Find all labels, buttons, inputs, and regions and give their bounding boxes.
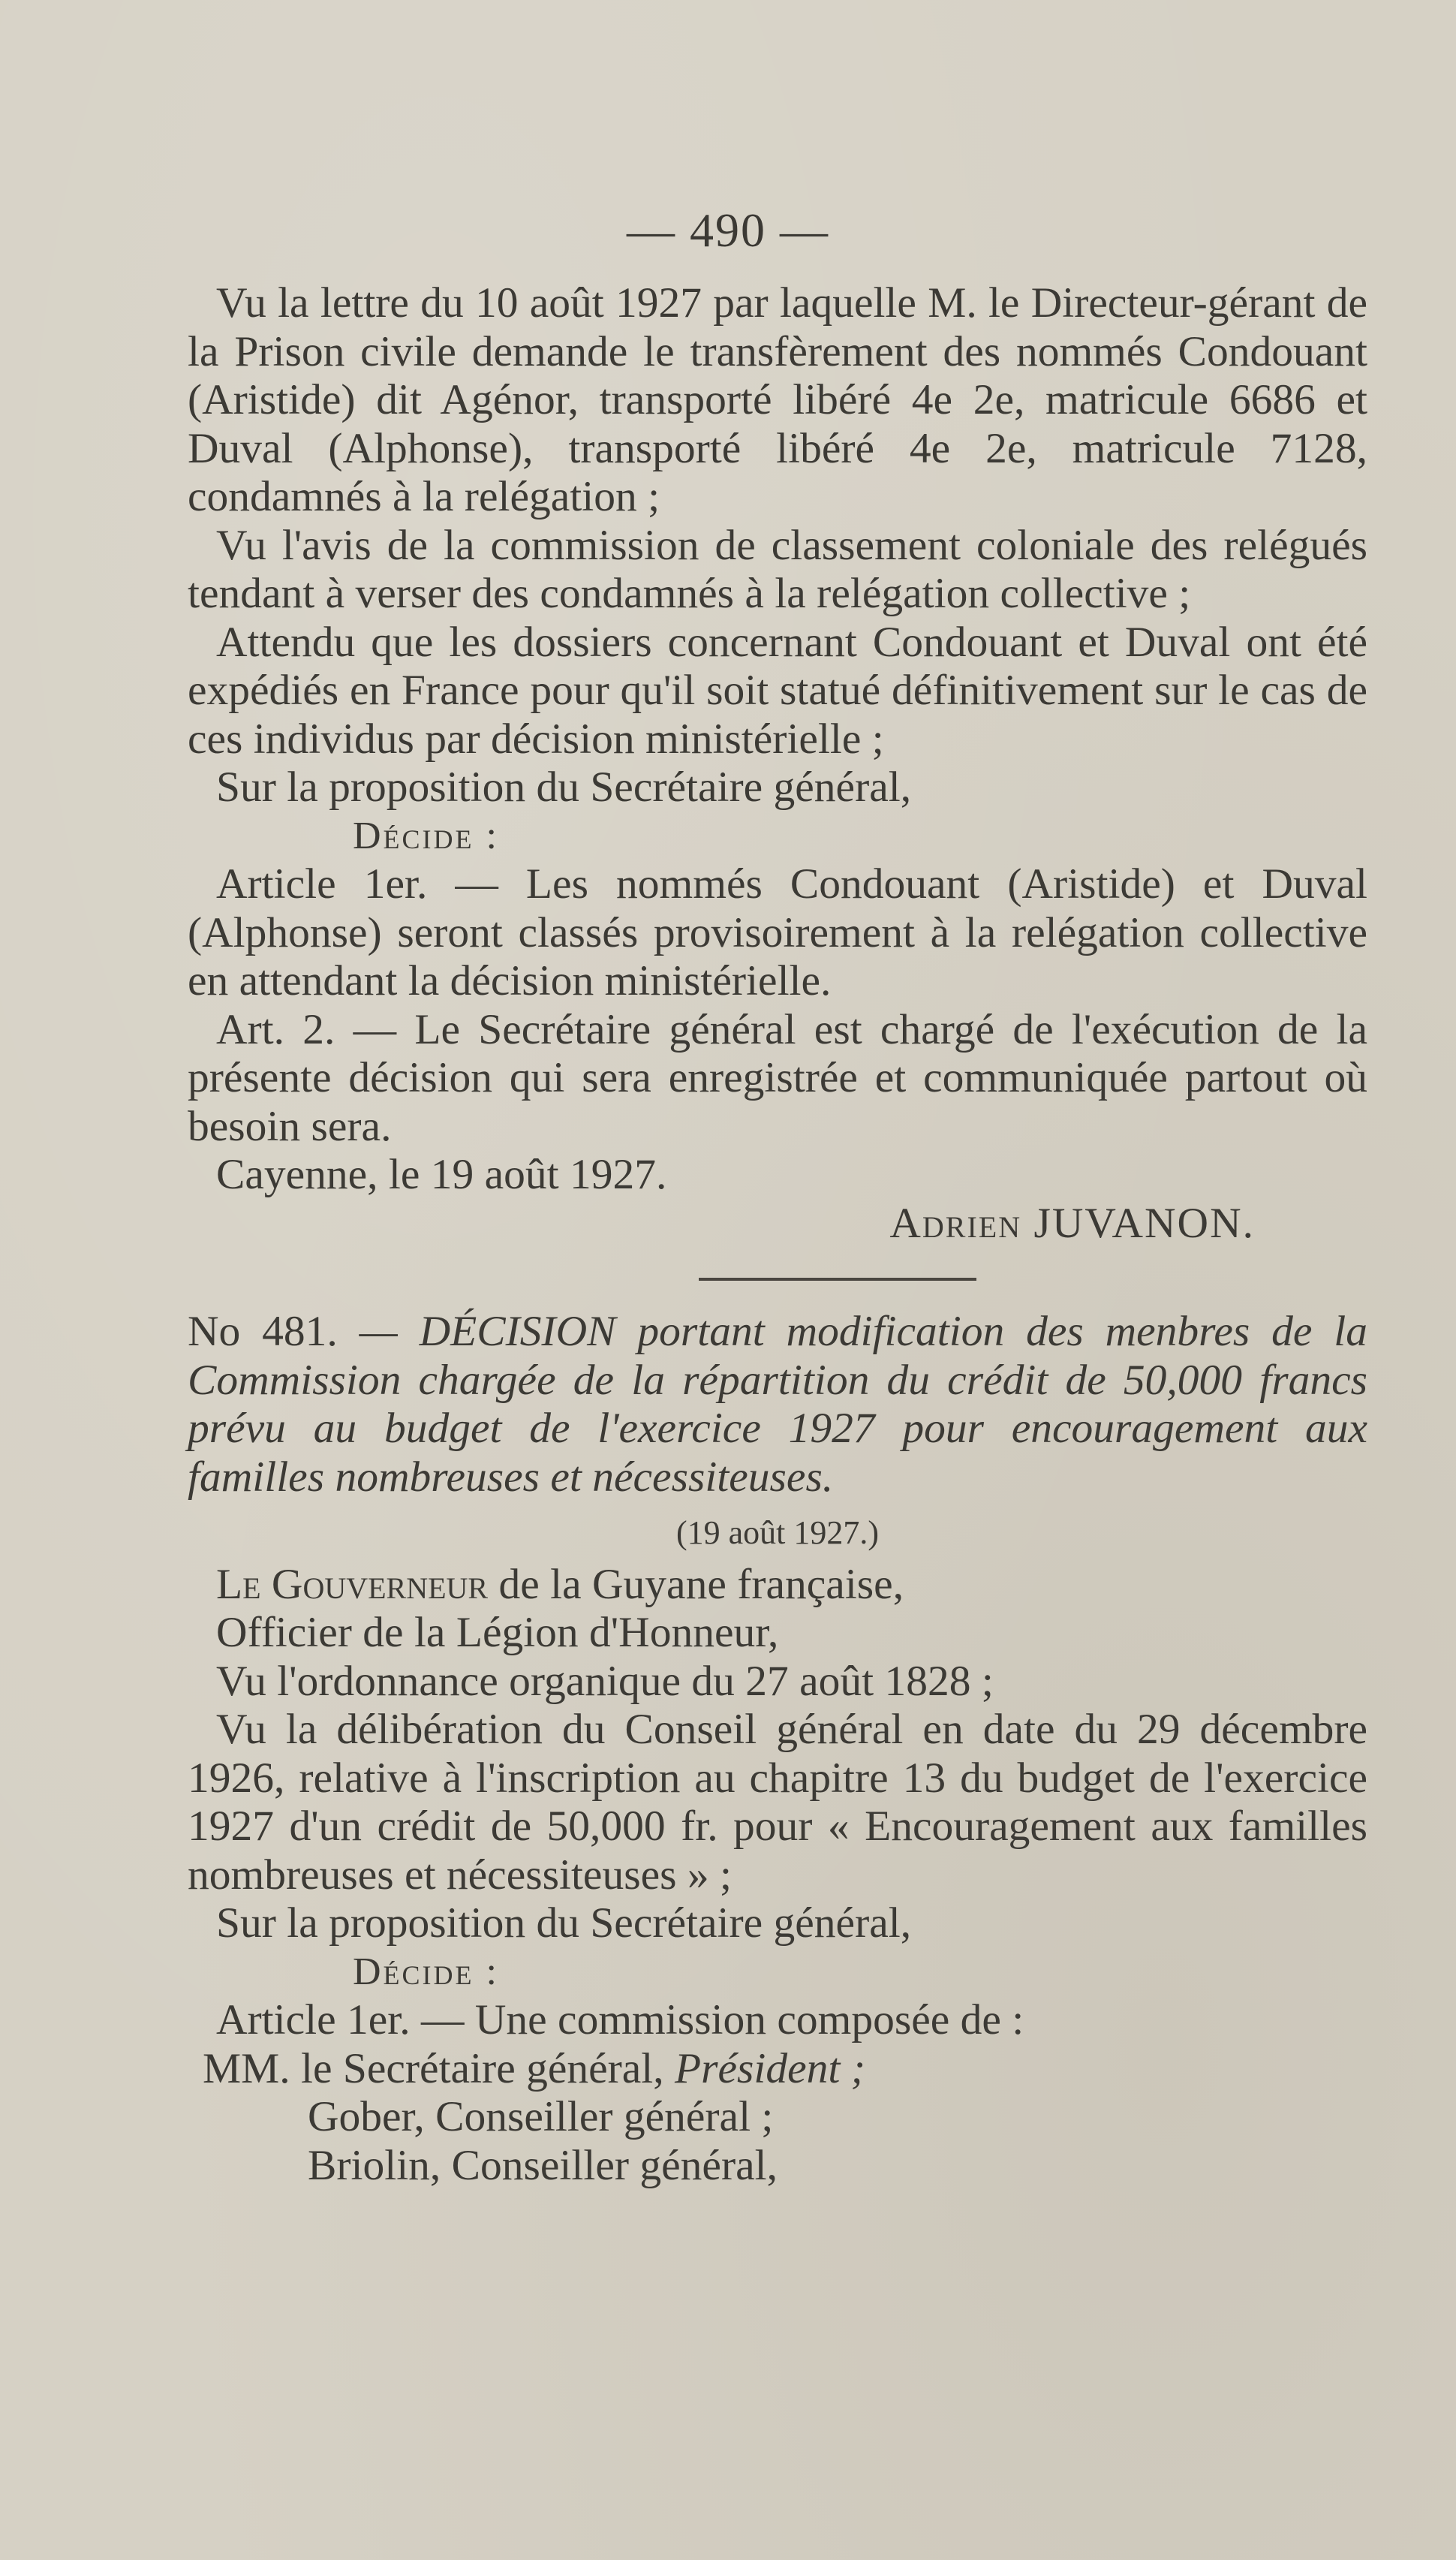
decision-title: — DÉCISION portant modification des menbres de la Commission chargée de la répartition du crédit de 50,000 francs prévu au budget de l'exercice 1927 pour encouragement aux familles nombreuses et nécessiteuses. (188, 1308, 1367, 1501)
gouverneur-label: Le Gouverneur (216, 1560, 489, 1608)
paragraph-vu-lettre: Vu la lettre du 10 août 1927 par laquelle M. le Directeur-gérant de la Prison civile demande le transfèrement des nommés Condouant (Aristide) dit Agénor, transporté libéré 4e 2e, matricule 6686 et Duval (Alphonse), transporté libéré 4e 2e, matricule 7128, condamnés à la relégation ; (188, 279, 1367, 520)
paragraph-sur-proposition-2: Sur la proposition du Secrétaire général, (216, 1899, 912, 1947)
gouverneur-line (188, 1561, 1367, 1610)
paragraph-ordonnance: Vu l'ordonnance organique du 27 août 1828 ; (216, 1657, 994, 1705)
article-1-commission: Article 1er. — Une commission composée de : (216, 1996, 1024, 2043)
page-number: — 490 — (627, 203, 829, 257)
article-2: Art. 2. — Le Secrétaire général est chargé de l'exécution de la présente décision qui sera enregistrée et communiquée partout où besoin sera. (188, 1005, 1367, 1150)
mm-prefix: MM. (203, 2044, 290, 2092)
decide-heading: Décide : (353, 814, 499, 857)
document-body (188, 279, 1367, 2190)
article-1: Article 1er. — Les nommés Condouant (Aristide) et Duval (Alphonse) seront classés provisoirement à la relégation collective en attendant la décision ministérielle. (188, 860, 1367, 1004)
member-briolin: Briolin, Conseiller général, (308, 2141, 778, 2189)
member-gober: Gober, Conseiller général ; (308, 2093, 774, 2140)
paragraph-sur-proposition: Sur la proposition du Secrétaire général, (216, 763, 912, 811)
gouverneur-rest: de la Guyane française, (488, 1560, 904, 1608)
paragraph-vu-avis: Vu l'avis de la commission de classement coloniale des relégués tendant à verser des condamnés à la relégation collective ; (188, 521, 1367, 617)
decision-number: No 481. (188, 1308, 338, 1355)
officier-line: Officier de la Légion d'Honneur, (216, 1609, 779, 1656)
member-president (188, 2045, 1367, 2094)
decide-heading-2: Décide : (353, 1950, 499, 1993)
paragraph-deliberation: Vu la délibération du Conseil général en date du 29 décembre 1926, relative à l'inscription au chapitre 13 du budget de l'exercice 1927 d'un crédit de 50,000 fr. pour « Encouragement aux familles nombreuses et nécessiteuses » ; (188, 1706, 1367, 1899)
separator-rule (699, 1278, 976, 1281)
paragraph-attendu: Attendu que les dossiers concernant Condouant et Duval ont été expédiés en France pour qu'il soit statué définitivement sur le cas de ces individus par décision ministérielle ; (188, 618, 1367, 763)
decision-date: (19 août 1927.) (675, 1514, 880, 1551)
member-president-role: Président ; (675, 2044, 865, 2092)
member-president-name: le Secrétaire général, (290, 2044, 675, 2092)
decision-heading (188, 1308, 1367, 1501)
place-date: Cayenne, le 19 août 1927. (216, 1151, 667, 1198)
signature: Adrien JUVANON. (889, 1199, 1255, 1247)
